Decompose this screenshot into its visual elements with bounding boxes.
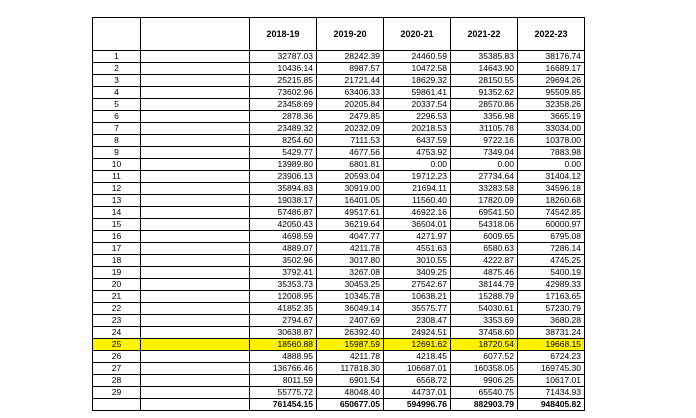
table-row xyxy=(93,51,585,63)
value-cell: 0.00 xyxy=(384,159,451,171)
table-row xyxy=(93,339,585,351)
value-cell: 59861.41 xyxy=(384,87,451,99)
value-cell: 106687.01 xyxy=(384,363,451,375)
value-cell: 18629.32 xyxy=(384,75,451,87)
value-cell: 4888.95 xyxy=(250,351,317,363)
table-row xyxy=(93,171,585,183)
value-cell: 19668.15 xyxy=(518,339,585,351)
value-cell: 3502.96 xyxy=(250,255,317,267)
value-cell: 18260.68 xyxy=(518,195,585,207)
value-cell: 36504.01 xyxy=(384,219,451,231)
table-row xyxy=(93,111,585,123)
value-cell: 38731.24 xyxy=(518,327,585,339)
value-cell: 69541.50 xyxy=(451,207,518,219)
value-cell: 4222.87 xyxy=(451,255,518,267)
row-name-cell xyxy=(141,351,250,363)
header-cell-index xyxy=(93,18,141,51)
value-cell: 16689.17 xyxy=(518,63,585,75)
value-cell: 30453.25 xyxy=(317,279,384,291)
row-index-cell: 14 xyxy=(93,207,141,219)
row-name-cell xyxy=(141,207,250,219)
value-cell: 37458.60 xyxy=(451,327,518,339)
row-name-cell xyxy=(141,195,250,207)
table-row xyxy=(93,99,585,111)
value-cell: 18720.54 xyxy=(451,339,518,351)
row-index-cell: 23 xyxy=(93,315,141,327)
row-index-cell: 19 xyxy=(93,267,141,279)
value-cell: 33034.00 xyxy=(518,123,585,135)
value-cell: 65540.75 xyxy=(451,387,518,399)
row-name-cell xyxy=(141,87,250,99)
value-cell: 3680.28 xyxy=(518,315,585,327)
table-row xyxy=(93,195,585,207)
total-value-cell: 594996.76 xyxy=(384,399,451,411)
value-cell: 71434.93 xyxy=(518,387,585,399)
row-index-cell: 6 xyxy=(93,111,141,123)
row-name-cell xyxy=(141,219,250,231)
value-cell: 2296.53 xyxy=(384,111,451,123)
value-cell: 20218.53 xyxy=(384,123,451,135)
value-cell: 49517.61 xyxy=(317,207,384,219)
row-index-cell: 1 xyxy=(93,51,141,63)
value-cell: 3356.98 xyxy=(451,111,518,123)
value-cell: 6580.63 xyxy=(451,243,518,255)
table-row xyxy=(93,123,585,135)
table-row xyxy=(93,375,585,387)
row-name-cell xyxy=(141,99,250,111)
table-row xyxy=(93,147,585,159)
value-cell: 57486.87 xyxy=(250,207,317,219)
value-cell: 15987.59 xyxy=(317,339,384,351)
value-cell: 27542.67 xyxy=(384,279,451,291)
row-name-cell xyxy=(141,279,250,291)
row-index-cell: 25 xyxy=(93,339,141,351)
row-name-cell xyxy=(141,111,250,123)
value-cell: 95509.85 xyxy=(518,87,585,99)
row-index-cell: 9 xyxy=(93,147,141,159)
row-index-cell: 7 xyxy=(93,123,141,135)
value-cell: 20205.84 xyxy=(317,99,384,111)
value-cell: 4889.07 xyxy=(250,243,317,255)
value-cell: 2878.36 xyxy=(250,111,317,123)
value-cell: 29694.26 xyxy=(518,75,585,87)
row-index-cell: 27 xyxy=(93,363,141,375)
value-cell: 136766.46 xyxy=(250,363,317,375)
value-cell: 7883.98 xyxy=(518,147,585,159)
value-cell: 8011.59 xyxy=(250,375,317,387)
table-row xyxy=(93,327,585,339)
value-cell: 73602.96 xyxy=(250,87,317,99)
header-cell-2020-21: 2020-21 xyxy=(384,18,451,51)
value-cell: 35385.83 xyxy=(451,51,518,63)
value-cell: 31404.12 xyxy=(518,171,585,183)
value-cell: 8254.60 xyxy=(250,135,317,147)
row-index-cell: 29 xyxy=(93,387,141,399)
row-name-cell xyxy=(141,363,250,375)
row-name-cell xyxy=(141,375,250,387)
value-cell: 18560.88 xyxy=(250,339,317,351)
value-cell: 9722.16 xyxy=(451,135,518,147)
table-row xyxy=(93,315,585,327)
value-cell: 4698.59 xyxy=(250,231,317,243)
value-cell: 3409.25 xyxy=(384,267,451,279)
value-cell: 30919.00 xyxy=(317,183,384,195)
value-cell: 6077.52 xyxy=(451,351,518,363)
value-cell: 10472.58 xyxy=(384,63,451,75)
value-cell: 54318.06 xyxy=(451,219,518,231)
row-index-cell: 26 xyxy=(93,351,141,363)
total-value-cell: 882903.79 xyxy=(451,399,518,411)
row-index-cell: 24 xyxy=(93,327,141,339)
row-index-cell: 22 xyxy=(93,303,141,315)
row-index-cell: 12 xyxy=(93,183,141,195)
table-row xyxy=(93,207,585,219)
value-cell: 6568.72 xyxy=(384,375,451,387)
row-index-cell: 18 xyxy=(93,255,141,267)
value-cell: 2794.67 xyxy=(250,315,317,327)
value-cell: 21721.44 xyxy=(317,75,384,87)
value-cell: 57230.79 xyxy=(518,303,585,315)
value-cell: 2479.85 xyxy=(317,111,384,123)
value-cell: 6009.65 xyxy=(451,231,518,243)
value-cell: 38176.74 xyxy=(518,51,585,63)
value-cell: 42989.33 xyxy=(518,279,585,291)
value-cell: 8987.57 xyxy=(317,63,384,75)
total-value-cell: 761454.15 xyxy=(250,399,317,411)
value-cell: 32358.26 xyxy=(518,99,585,111)
value-cell: 91352.62 xyxy=(451,87,518,99)
totals-row xyxy=(93,399,585,411)
value-cell: 5400.19 xyxy=(518,267,585,279)
value-cell: 12008.95 xyxy=(250,291,317,303)
value-cell: 35894.83 xyxy=(250,183,317,195)
value-cell: 6437.59 xyxy=(384,135,451,147)
row-index-cell: 3 xyxy=(93,75,141,87)
value-cell: 20337.54 xyxy=(384,99,451,111)
value-cell: 0.00 xyxy=(518,159,585,171)
row-index-cell: 17 xyxy=(93,243,141,255)
value-cell: 38144.79 xyxy=(451,279,518,291)
row-index-cell: 28 xyxy=(93,375,141,387)
value-cell: 28570.86 xyxy=(451,99,518,111)
row-name-cell xyxy=(141,123,250,135)
table-row xyxy=(93,255,585,267)
row-name-cell xyxy=(141,315,250,327)
value-cell: 2407.69 xyxy=(317,315,384,327)
value-cell: 54030.61 xyxy=(451,303,518,315)
table-row xyxy=(93,243,585,255)
value-cell: 4218.45 xyxy=(384,351,451,363)
data-table xyxy=(92,17,585,411)
value-cell: 10345.78 xyxy=(317,291,384,303)
value-cell: 20593.04 xyxy=(317,171,384,183)
value-cell: 36049.14 xyxy=(317,303,384,315)
row-index-cell: 21 xyxy=(93,291,141,303)
value-cell: 27734.64 xyxy=(451,171,518,183)
row-name-cell xyxy=(141,255,250,267)
value-cell: 33283.58 xyxy=(451,183,518,195)
table-row xyxy=(93,87,585,99)
row-index-cell: 20 xyxy=(93,279,141,291)
value-cell: 15288.79 xyxy=(451,291,518,303)
value-cell: 28150.55 xyxy=(451,75,518,87)
value-cell: 30638.87 xyxy=(250,327,317,339)
value-cell: 9906.25 xyxy=(451,375,518,387)
value-cell: 4211.78 xyxy=(317,351,384,363)
row-name-cell xyxy=(141,243,250,255)
value-cell: 0.00 xyxy=(451,159,518,171)
value-cell: 14643.90 xyxy=(451,63,518,75)
row-index-cell: 16 xyxy=(93,231,141,243)
table-row xyxy=(93,291,585,303)
totals-empty-cell xyxy=(141,399,250,411)
value-cell: 60000.97 xyxy=(518,219,585,231)
value-cell: 26392.40 xyxy=(317,327,384,339)
value-cell: 23489.32 xyxy=(250,123,317,135)
row-index-cell: 15 xyxy=(93,219,141,231)
row-name-cell xyxy=(141,339,250,351)
value-cell: 36219.64 xyxy=(317,219,384,231)
value-cell: 7349.04 xyxy=(451,147,518,159)
value-cell: 74542.85 xyxy=(518,207,585,219)
value-cell: 24924.51 xyxy=(384,327,451,339)
table-row xyxy=(93,75,585,87)
row-name-cell xyxy=(141,387,250,399)
value-cell: 6795.08 xyxy=(518,231,585,243)
value-cell: 13989.80 xyxy=(250,159,317,171)
value-cell: 4047.77 xyxy=(317,231,384,243)
table-row xyxy=(93,63,585,75)
header-cell-2019-20: 2019-20 xyxy=(317,18,384,51)
row-index-cell: 4 xyxy=(93,87,141,99)
value-cell: 20232.09 xyxy=(317,123,384,135)
row-name-cell xyxy=(141,231,250,243)
row-index-cell: 8 xyxy=(93,135,141,147)
value-cell: 4551.63 xyxy=(384,243,451,255)
value-cell: 41852.35 xyxy=(250,303,317,315)
table-row xyxy=(93,303,585,315)
value-cell: 4271.97 xyxy=(384,231,451,243)
row-name-cell xyxy=(141,147,250,159)
totals-empty-cell xyxy=(93,399,141,411)
row-index-cell: 10 xyxy=(93,159,141,171)
header-cell-2022-23: 2022-23 xyxy=(518,18,585,51)
value-cell: 10436.14 xyxy=(250,63,317,75)
value-cell: 4753.92 xyxy=(384,147,451,159)
row-name-cell xyxy=(141,183,250,195)
value-cell: 44737.01 xyxy=(384,387,451,399)
value-cell: 16401.05 xyxy=(317,195,384,207)
value-cell: 28242.39 xyxy=(317,51,384,63)
value-cell: 12691.62 xyxy=(384,339,451,351)
value-cell: 10638.21 xyxy=(384,291,451,303)
value-cell: 3267.08 xyxy=(317,267,384,279)
value-cell: 3017.80 xyxy=(317,255,384,267)
value-cell: 4211.78 xyxy=(317,243,384,255)
value-cell: 48048.40 xyxy=(317,387,384,399)
total-value-cell: 948405.82 xyxy=(518,399,585,411)
row-name-cell xyxy=(141,291,250,303)
row-name-cell xyxy=(141,135,250,147)
value-cell: 23458.69 xyxy=(250,99,317,111)
table-row xyxy=(93,219,585,231)
row-name-cell xyxy=(141,159,250,171)
value-cell: 5429.77 xyxy=(250,147,317,159)
value-cell: 4677.56 xyxy=(317,147,384,159)
value-cell: 35353.73 xyxy=(250,279,317,291)
value-cell: 3353.69 xyxy=(451,315,518,327)
value-cell: 32787.03 xyxy=(250,51,317,63)
value-cell: 21694.11 xyxy=(384,183,451,195)
value-cell: 6801.81 xyxy=(317,159,384,171)
row-name-cell xyxy=(141,267,250,279)
value-cell: 17820.09 xyxy=(451,195,518,207)
value-cell: 63406.33 xyxy=(317,87,384,99)
value-cell: 19038.17 xyxy=(250,195,317,207)
value-cell: 3010.55 xyxy=(384,255,451,267)
value-cell: 2308.47 xyxy=(384,315,451,327)
table-row xyxy=(93,159,585,171)
value-cell: 10617.01 xyxy=(518,375,585,387)
value-cell: 55775.72 xyxy=(250,387,317,399)
value-cell: 25215.85 xyxy=(250,75,317,87)
value-cell: 19712.23 xyxy=(384,171,451,183)
value-cell: 117818.30 xyxy=(317,363,384,375)
value-cell: 17163.65 xyxy=(518,291,585,303)
row-name-cell xyxy=(141,63,250,75)
value-cell: 10378.00 xyxy=(518,135,585,147)
table-row xyxy=(93,135,585,147)
row-index-cell: 2 xyxy=(93,63,141,75)
value-cell: 35575.77 xyxy=(384,303,451,315)
value-cell: 34596.18 xyxy=(518,183,585,195)
row-name-cell xyxy=(141,303,250,315)
header-cell-name xyxy=(141,18,250,51)
table-row xyxy=(93,363,585,375)
value-cell: 23906.13 xyxy=(250,171,317,183)
total-value-cell: 650677.05 xyxy=(317,399,384,411)
value-cell: 3792.41 xyxy=(250,267,317,279)
table-row xyxy=(93,231,585,243)
value-cell: 169745.30 xyxy=(518,363,585,375)
value-cell: 11560.40 xyxy=(384,195,451,207)
row-name-cell xyxy=(141,75,250,87)
value-cell: 42050.43 xyxy=(250,219,317,231)
table-row xyxy=(93,351,585,363)
table-row xyxy=(93,279,585,291)
row-index-cell: 13 xyxy=(93,195,141,207)
value-cell: 3665.19 xyxy=(518,111,585,123)
row-name-cell xyxy=(141,171,250,183)
value-cell: 7286.14 xyxy=(518,243,585,255)
header-cell-2018-19: 2018-19 xyxy=(250,18,317,51)
table-row xyxy=(93,387,585,399)
row-index-cell: 11 xyxy=(93,171,141,183)
value-cell: 4745.25 xyxy=(518,255,585,267)
row-name-cell xyxy=(141,51,250,63)
value-cell: 6901.54 xyxy=(317,375,384,387)
value-cell: 7111.53 xyxy=(317,135,384,147)
table-row xyxy=(93,267,585,279)
row-index-cell: 5 xyxy=(93,99,141,111)
header-cell-2021-22: 2021-22 xyxy=(451,18,518,51)
value-cell: 4875.46 xyxy=(451,267,518,279)
value-cell: 46922.16 xyxy=(384,207,451,219)
header-row xyxy=(93,18,585,51)
table-row xyxy=(93,183,585,195)
row-name-cell xyxy=(141,327,250,339)
value-cell: 31105.78 xyxy=(451,123,518,135)
value-cell: 6724.23 xyxy=(518,351,585,363)
value-cell: 24460.59 xyxy=(384,51,451,63)
value-cell: 160358.05 xyxy=(451,363,518,375)
